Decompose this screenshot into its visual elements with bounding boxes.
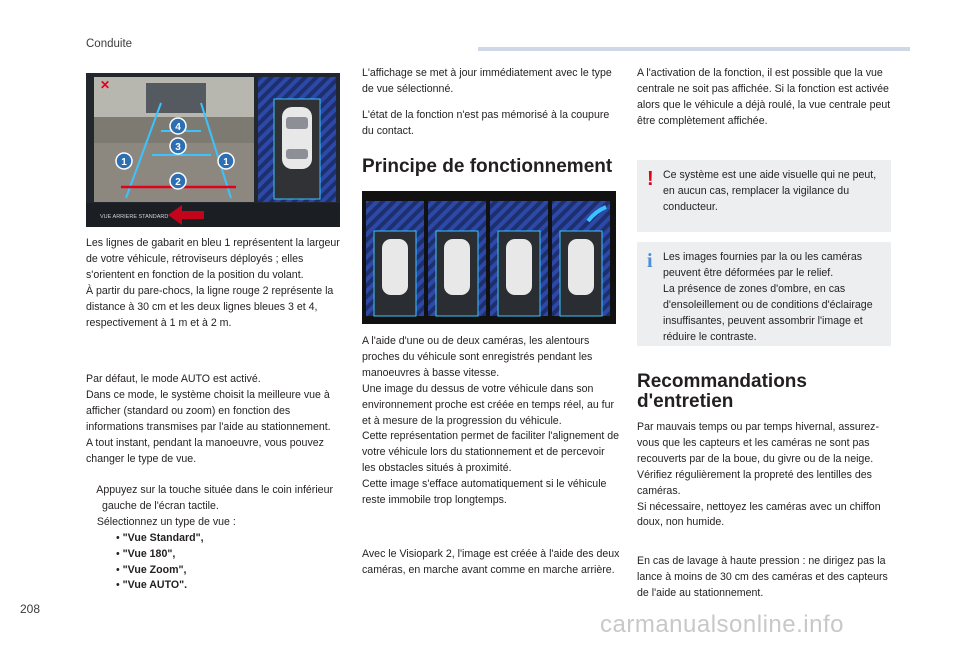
option-auto: • "Vue AUTO". xyxy=(116,579,188,592)
marker-3-label: 3 xyxy=(175,142,181,153)
marker-1-left-label: 1 xyxy=(121,157,127,168)
high-pressure-paragraph: En cas de lavage à haute pression : ne dirigez pas la lance à moins de 30 cm des caméras et des capteurs de l'aide au stationnement. xyxy=(637,555,888,599)
step-2: Sélectionnez un type de vue : xyxy=(96,515,236,528)
display-update-paragraph: L'affichage se met à jour immédiatement avec le type de vue sélectionné. xyxy=(362,67,612,95)
close-icon: ✕ xyxy=(100,78,111,92)
visiopark2-paragraph: Avec le Visiopark 2, l'image est créée à l'aide des deux caméras, en marche avant comme en marche arrière. xyxy=(362,548,620,576)
gauge-lines-paragraph: Les lignes de gabarit en bleu 1 représentent la largeur de votre véhicule, rétroviseurs déployés ; elles s'orientent en fonction de la position du volant. À partir du pare-chocs, la ligne rouge 2 représente la distance à 30 cm et les deux lignes bleues 3 et 4, respectivement à 1 m et à 2 m. xyxy=(86,237,340,329)
section-title: Conduite xyxy=(86,38,133,50)
header-accent-bar xyxy=(478,47,910,51)
maintenance-heading: Recommandations d'entretien xyxy=(637,371,807,412)
panel-2 xyxy=(428,201,486,316)
warning-note xyxy=(637,160,891,232)
panel-3 xyxy=(490,201,548,316)
steps-list xyxy=(86,483,342,594)
activation-paragraph: A l'activation de la fonction, il est possible que la vue centrale ne soit pas affichée. Si la fonction est activée alors que le véhicule a déjà roulé, la vue centrale peut être complètement affichée. xyxy=(637,67,891,127)
car-top-view xyxy=(282,107,312,169)
rear-camera-svg xyxy=(86,73,340,227)
panel-4 xyxy=(552,201,610,316)
info-text: Les images fournies par la ou les caméras peuvent être déformées par le relief. La présence de zones d'ombre, en cas d'ensoleillement ou de conditions d'éclairage insuffisantes, peuvent assombrir l'image et réduire le contraste. xyxy=(663,251,873,343)
panel-1 xyxy=(366,201,424,316)
info-note xyxy=(637,242,891,346)
operation-paragraph: A l'aide d'une ou de deux caméras, les alentours proches du véhicule sont enregistrés pendant les manoeuvres à basse vitesse. Une image du dessus de votre véhicule dans son environnement proche est créée en temps réel, au fur et à mesure de la progression du véhicule. Cette représentation permet de faciliter l'alignement de votre véhicule lors du stationnement et de percevoir les obstacles situés à proximité. Cette image s'efface automatiquement si le véhicule reste immobile trop longtemps. xyxy=(362,335,620,507)
visiopark-illustration xyxy=(362,191,616,324)
step-1: Appuyez sur la touche située dans le coin inférieur gauche de l'écran tactile. xyxy=(96,484,333,512)
state-memory-paragraph: L'état de la fonction n'est pas mémorisé à la coupure du contact. xyxy=(362,109,610,137)
marker-2-label: 2 xyxy=(175,177,181,188)
marker-4-label: 4 xyxy=(175,122,181,133)
page-number: 208 xyxy=(20,602,41,616)
weather-paragraph: Par mauvais temps ou par temps hivernal, assurez-vous que les capteurs et les caméras ne sont pas recouverts par de la boue, du givre ou de la neige. Vérifiez régulièrement la propreté des lentilles des caméras. Si nécessaire, nettoyez les caméras avec un chiffon doux, non humide. xyxy=(637,421,881,529)
option-standard: • "Vue Standard", xyxy=(116,531,204,544)
marker-1-right-label: 1 xyxy=(223,157,229,168)
principle-heading: Principe de fonctionnement xyxy=(362,156,613,177)
rear-camera-illustration xyxy=(86,73,340,227)
option-180: • "Vue 180", xyxy=(116,547,176,560)
warning-icon: ! xyxy=(647,168,654,190)
view-caption: VUE ARRIERE STANDARD xyxy=(100,214,169,220)
watermark: carmanualsonline.info xyxy=(600,611,844,638)
info-icon: i xyxy=(647,250,653,272)
auto-mode-paragraph: Par défaut, le mode AUTO est activé. Dans ce mode, le système choisit la meilleure vue à afficher (standard ou zoom) en fonction des informations transmises par l'aide au stationnement. A tout instant, pendant la manoeuvre, vous pouvez changer le type de vue. xyxy=(86,373,331,465)
warning-text: Ce système est une aide visuelle qui ne peut, en aucun cas, remplacer la vigilance du conducteur. xyxy=(663,169,877,213)
option-zoom: • "Vue Zoom", xyxy=(116,563,187,576)
car-ahead xyxy=(146,83,206,113)
visiopark-svg xyxy=(362,191,616,324)
